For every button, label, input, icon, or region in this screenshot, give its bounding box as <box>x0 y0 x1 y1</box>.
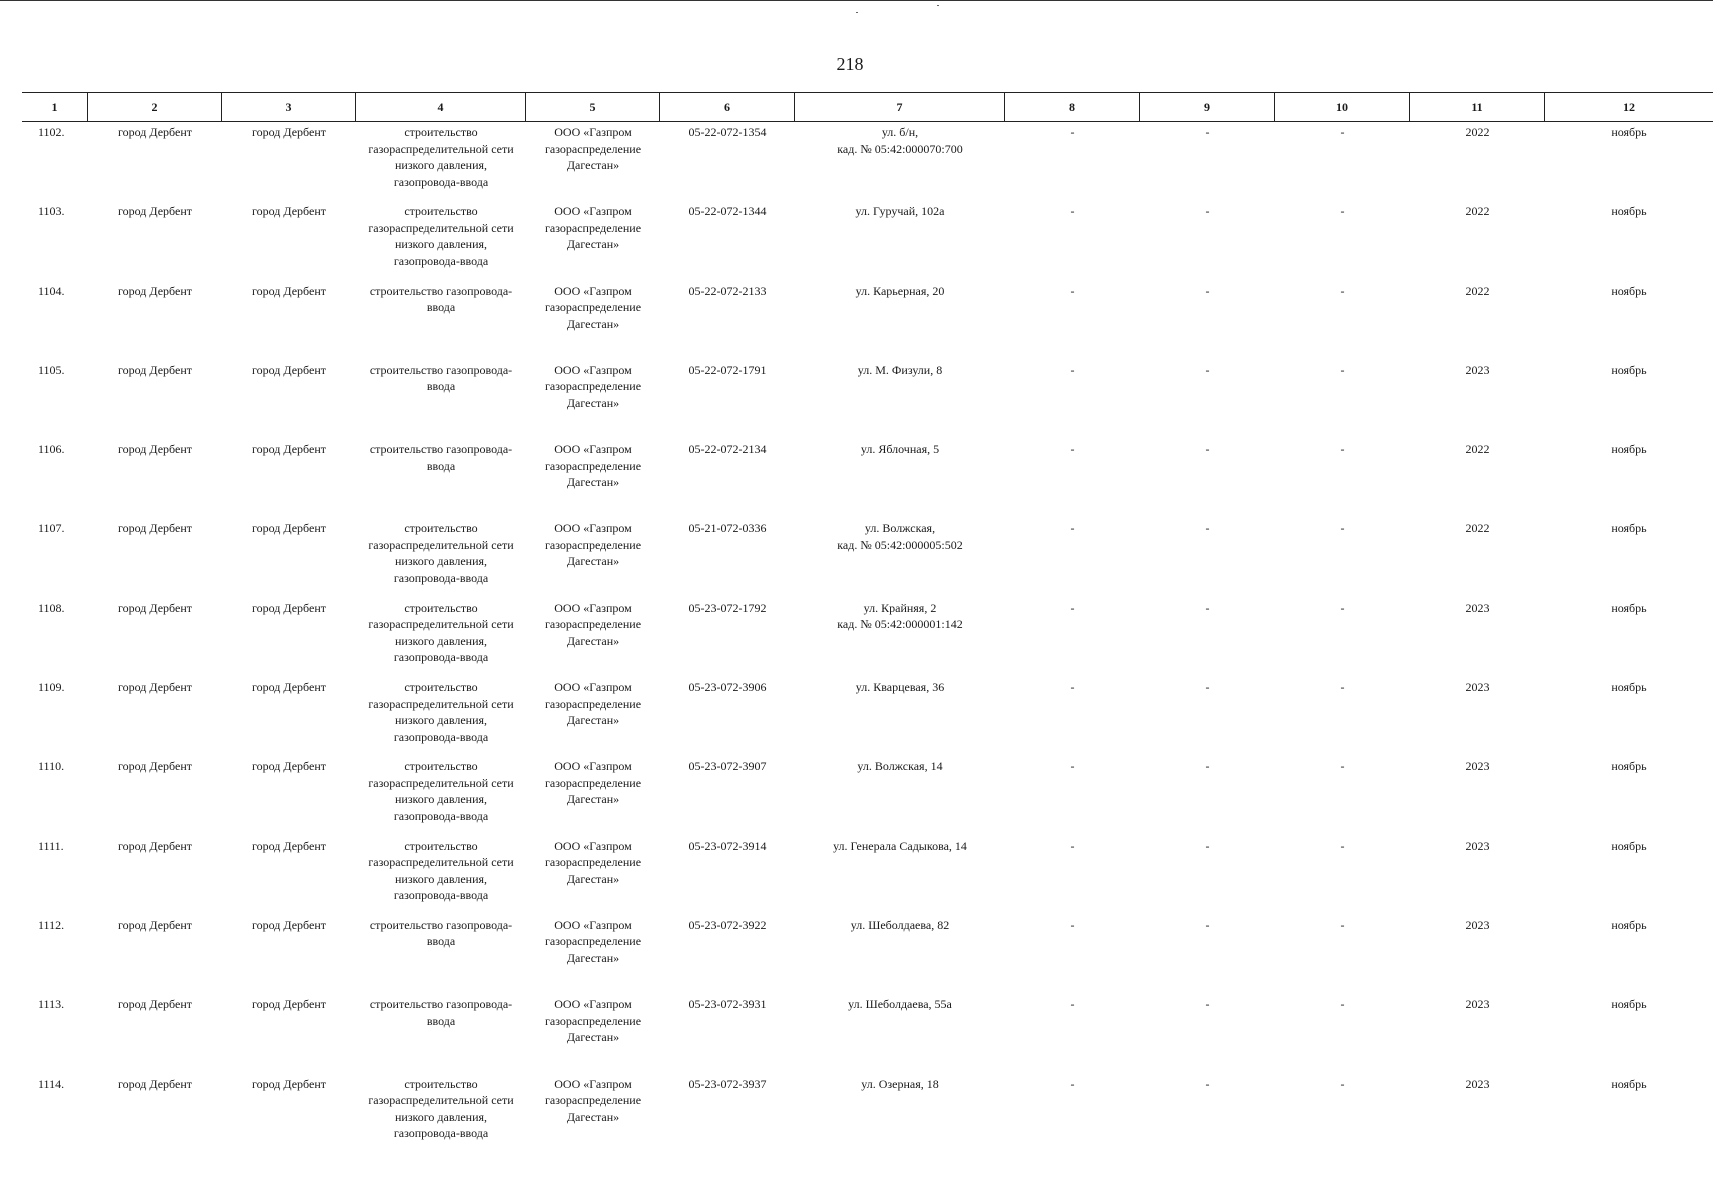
cell-line: строительство <box>404 125 478 139</box>
cell-line: ООО «Газпром <box>554 917 632 932</box>
cell-line: строительство <box>404 521 478 536</box>
cell-col-10: - <box>1340 521 1345 536</box>
cell-line: газораспределение <box>544 458 642 473</box>
cell-col-12: ноябрь <box>1611 204 1647 219</box>
cell-col-5 <box>526 838 660 917</box>
cell-col-1: 1114. <box>38 1076 65 1091</box>
cell-col-9: - <box>1205 204 1210 219</box>
cell-col-7 <box>795 996 1005 1075</box>
cell-col-11: 2023 <box>1465 1076 1490 1091</box>
cell-line: газопровода-ввода <box>393 174 489 189</box>
cell-line: ул. Карьерная, 20 <box>855 283 945 298</box>
cell-col-5 <box>526 679 660 758</box>
cell-line: ввода <box>426 458 456 473</box>
cell-col-10: - <box>1340 442 1345 457</box>
cell-col-11: 2022 <box>1465 125 1490 139</box>
cell-line: ввода <box>426 300 456 315</box>
cell-col-7 <box>795 283 1005 362</box>
cell-col-10: - <box>1340 204 1345 219</box>
cell-col-2: город Дербент <box>118 125 192 139</box>
cell-line: строительство <box>404 600 478 615</box>
cell-col-9: - <box>1205 125 1210 139</box>
cell-col-12: ноябрь <box>1611 917 1647 932</box>
cell-col-4 <box>356 679 526 758</box>
cell-line: ООО «Газпром <box>554 204 632 219</box>
cell-col-1: 1107. <box>38 521 65 536</box>
cell-line: ООО «Газпром <box>554 125 632 139</box>
cell-line: строительство газопровода- <box>369 283 513 298</box>
cell-col-9: - <box>1205 997 1210 1012</box>
cell-col-11: 2023 <box>1465 759 1490 774</box>
cell-line: газораспределительной сети <box>368 696 514 711</box>
cell-col-12: ноябрь <box>1611 600 1647 615</box>
cell-line: Дагестан» <box>566 871 620 886</box>
cell-col-7 <box>795 917 1005 996</box>
cell-col-11: 2022 <box>1465 283 1490 298</box>
cell-col-8: - <box>1070 125 1075 139</box>
cell-col-8: - <box>1070 1076 1075 1091</box>
cell-col-4 <box>356 124 526 203</box>
cell-col-5 <box>526 520 660 599</box>
cell-line: строительство газопровода- <box>369 997 513 1012</box>
cell-line: ул. Шеболдаева, 82 <box>850 917 950 932</box>
scan-artifact <box>856 12 858 13</box>
cell-col-8: - <box>1070 917 1075 932</box>
cell-line: газораспределение <box>544 696 642 711</box>
cell-col-10: - <box>1340 1076 1345 1091</box>
cell-line: ООО «Газпром <box>554 759 632 774</box>
cell-line: ул. Гуручай, 102а <box>855 204 945 219</box>
cell-col-2: город Дербент <box>118 204 192 219</box>
cell-col-11: 2022 <box>1465 204 1490 219</box>
column-header-8: 8 <box>1005 93 1140 121</box>
cell-col-5 <box>526 917 660 996</box>
cell-col-1: 1105. <box>38 362 65 377</box>
cell-line: ул. Крайняя, 2 <box>863 600 937 615</box>
cell-col-8: - <box>1070 600 1075 615</box>
cell-col-11: 2022 <box>1465 521 1490 536</box>
cell-line: ввода <box>426 934 456 949</box>
cell-col-4 <box>356 996 526 1075</box>
cell-line: Дагестан» <box>566 475 620 490</box>
cell-line: Дагестан» <box>566 554 620 569</box>
column-header-2: 2 <box>88 93 222 121</box>
cell-col-8: - <box>1070 838 1075 853</box>
cell-col-3: город Дербент <box>252 125 326 139</box>
cell-col-11: 2023 <box>1465 680 1490 695</box>
cell-col-8: - <box>1070 204 1075 219</box>
cell-col-6: 05-23-072-3937 <box>688 1076 767 1091</box>
cell-line: ООО «Газпром <box>554 997 632 1012</box>
table-row <box>22 362 1713 441</box>
cell-line: строительство газопровода- <box>369 917 513 932</box>
cell-line: газопровода-ввода <box>393 888 489 903</box>
column-header-10: 10 <box>1275 93 1410 121</box>
cell-line: строительство газопровода- <box>369 442 513 457</box>
cell-line: строительство <box>404 838 478 853</box>
table-row <box>22 283 1713 362</box>
cell-col-5 <box>526 758 660 837</box>
cell-col-6: 05-22-072-1344 <box>688 204 767 219</box>
cell-line: ООО «Газпром <box>554 442 632 457</box>
cell-col-3: город Дербент <box>252 1076 326 1091</box>
cell-col-1: 1103. <box>38 204 65 219</box>
table-row <box>22 1076 1713 1155</box>
cell-line: Дагестан» <box>566 1109 620 1124</box>
cell-line: Дагестан» <box>566 237 620 252</box>
cell-col-2: город Дербент <box>118 521 192 536</box>
cell-line: ООО «Газпром <box>554 362 632 377</box>
table-header <box>22 92 1713 122</box>
cell-line: ул. б/н, <box>881 125 919 139</box>
cell-line: газораспределение <box>544 537 642 552</box>
cell-line: низкого давления, <box>394 158 488 172</box>
cell-col-12: ноябрь <box>1611 997 1647 1012</box>
cell-col-11: 2023 <box>1465 917 1490 932</box>
cell-col-12: ноябрь <box>1611 759 1647 774</box>
cell-col-10: - <box>1340 362 1345 377</box>
column-header-12: 12 <box>1623 99 1635 114</box>
cell-col-3: город Дербент <box>252 442 326 457</box>
cell-line: газораспределительной сети <box>368 775 514 790</box>
cell-line: строительство газопровода- <box>369 362 513 377</box>
table-row <box>22 996 1713 1075</box>
cell-col-4 <box>356 362 526 441</box>
cell-col-3: город Дербент <box>252 917 326 932</box>
cell-line: газораспределение <box>544 220 642 235</box>
column-header-5: 5 <box>526 93 660 121</box>
cell-line: Дагестан» <box>566 395 620 410</box>
cell-line: газопровода-ввода <box>393 808 489 823</box>
column-header-1: 1 <box>22 93 88 121</box>
cell-col-3: город Дербент <box>252 283 326 298</box>
cell-col-10: - <box>1340 283 1345 298</box>
cell-line: ввода <box>426 379 456 394</box>
cell-col-3: город Дербент <box>252 838 326 853</box>
cell-col-9: - <box>1205 838 1210 853</box>
cell-line: низкого давления, <box>394 554 488 569</box>
cell-line: газораспределительной сети <box>368 617 514 632</box>
cell-col-2: город Дербент <box>118 838 192 853</box>
cell-col-7 <box>795 838 1005 917</box>
cell-col-12: ноябрь <box>1611 283 1647 298</box>
cell-line: строительство <box>404 680 478 695</box>
scan-artifact <box>937 5 939 6</box>
cell-line: газораспределение <box>544 775 642 790</box>
cell-col-3: город Дербент <box>252 521 326 536</box>
cell-line: кад. № 05:42:000001:142 <box>837 617 963 632</box>
cell-line: ООО «Газпром <box>554 521 632 536</box>
cell-col-8: - <box>1070 362 1075 377</box>
cell-col-11: 2023 <box>1465 600 1490 615</box>
cell-line: ул. Волжская, 14 <box>857 759 943 774</box>
cell-col-9: - <box>1205 362 1210 377</box>
cell-col-12: ноябрь <box>1611 125 1647 139</box>
cell-col-6: 05-23-072-3907 <box>688 759 767 774</box>
cell-line: ввода <box>426 1013 456 1028</box>
cell-col-6: 05-23-072-3906 <box>688 680 767 695</box>
cell-col-12: ноябрь <box>1611 442 1647 457</box>
cell-col-4 <box>356 203 526 282</box>
page-number: 218 <box>836 54 864 74</box>
cell-line: газораспределение <box>544 379 642 394</box>
cell-line: газопровода-ввода <box>393 650 489 665</box>
cell-col-10: - <box>1340 680 1345 695</box>
table-row <box>22 758 1713 837</box>
cell-col-12: ноябрь <box>1611 1076 1647 1091</box>
cell-col-5 <box>526 124 660 203</box>
cell-col-5 <box>526 600 660 679</box>
cell-col-2: город Дербент <box>118 759 192 774</box>
cell-col-5 <box>526 441 660 520</box>
cell-col-4 <box>356 838 526 917</box>
cell-col-2: город Дербент <box>118 997 192 1012</box>
column-header-3: 3 <box>222 93 356 121</box>
cell-col-7 <box>795 520 1005 599</box>
cell-line: низкого давления, <box>394 792 488 807</box>
cell-col-8: - <box>1070 442 1075 457</box>
cell-col-12: ноябрь <box>1611 521 1647 536</box>
cell-line: Дагестан» <box>566 950 620 965</box>
cell-col-3: город Дербент <box>252 362 326 377</box>
cell-line: газораспределительной сети <box>368 1093 514 1108</box>
cell-col-2: город Дербент <box>118 362 192 377</box>
cell-col-5 <box>526 996 660 1075</box>
cell-line: газораспределительной сети <box>368 220 514 235</box>
cell-col-1: 1102. <box>38 125 65 139</box>
cell-col-6: 05-22-072-1354 <box>688 125 767 139</box>
cell-col-4 <box>356 600 526 679</box>
table-row <box>22 917 1713 996</box>
cell-line: Дагестан» <box>566 1030 620 1045</box>
cell-col-7 <box>795 441 1005 520</box>
column-header-6: 6 <box>660 93 795 121</box>
cell-col-11: 2023 <box>1465 362 1490 377</box>
cell-col-1: 1104. <box>38 283 65 298</box>
cell-col-3: город Дербент <box>252 600 326 615</box>
cell-col-1: 1108. <box>38 600 65 615</box>
cell-col-1: 1113. <box>38 997 65 1012</box>
cell-col-8: - <box>1070 997 1075 1012</box>
cell-col-4 <box>356 441 526 520</box>
cell-line: строительство <box>404 1076 478 1091</box>
cell-line: газораспределение <box>544 934 642 949</box>
cell-col-7 <box>795 124 1005 203</box>
cell-line: ООО «Газпром <box>554 838 632 853</box>
cell-line: Дагестан» <box>566 158 620 172</box>
cell-col-6: 05-23-072-3931 <box>688 997 767 1012</box>
cell-col-1: 1111. <box>38 838 64 853</box>
cell-col-1: 1109. <box>38 680 65 695</box>
cell-line: Дагестан» <box>566 633 620 648</box>
cell-line: ул. Яблочная, 5 <box>860 442 940 457</box>
cell-col-6: 05-23-072-1792 <box>688 600 767 615</box>
cell-line: Дагестан» <box>566 792 620 807</box>
cell-col-6: 05-23-072-3914 <box>688 838 767 853</box>
cell-col-6: 05-22-072-2134 <box>688 442 767 457</box>
cell-line: газораспределение <box>544 1013 642 1028</box>
cell-col-7 <box>795 362 1005 441</box>
cell-col-12: ноябрь <box>1611 680 1647 695</box>
cell-col-9: - <box>1205 442 1210 457</box>
table-row <box>22 441 1713 520</box>
cell-line: газораспределение <box>544 300 642 315</box>
cell-col-9: - <box>1205 917 1210 932</box>
cell-col-3: город Дербент <box>252 759 326 774</box>
cell-col-2: город Дербент <box>118 442 192 457</box>
cell-col-1: 1112. <box>38 917 65 932</box>
cell-col-8: - <box>1070 759 1075 774</box>
table-row <box>22 124 1713 203</box>
cell-line: низкого давления, <box>394 871 488 886</box>
cell-col-10: - <box>1340 125 1345 139</box>
cell-line: газораспределительной сети <box>368 855 514 870</box>
cell-col-10: - <box>1340 600 1345 615</box>
cell-col-3: город Дербент <box>252 204 326 219</box>
cell-line: низкого давления, <box>394 237 488 252</box>
cell-line: Дагестан» <box>566 713 620 728</box>
cell-col-11: 2023 <box>1465 997 1490 1012</box>
cell-line: низкого давления, <box>394 633 488 648</box>
cell-line: строительство <box>404 759 478 774</box>
cell-col-6: 05-22-072-2133 <box>688 283 767 298</box>
cell-line: Дагестан» <box>566 316 620 331</box>
cell-col-3: город Дербент <box>252 680 326 695</box>
table-row <box>22 838 1713 917</box>
cell-col-9: - <box>1205 521 1210 536</box>
cell-col-2: город Дербент <box>118 600 192 615</box>
cell-line: газопровода-ввода <box>393 729 489 744</box>
cell-col-9: - <box>1205 759 1210 774</box>
column-header-9: 9 <box>1140 93 1275 121</box>
cell-line: ул. Волжская, <box>864 521 936 536</box>
cell-col-10: - <box>1340 917 1345 932</box>
table-body <box>22 124 1713 1155</box>
cell-line: кад. № 05:42:000070:700 <box>837 141 963 156</box>
cell-col-9: - <box>1205 283 1210 298</box>
cell-col-7 <box>795 758 1005 837</box>
cell-line: ул. М. Физули, 8 <box>857 362 943 377</box>
cell-line: газораспределение <box>544 141 642 156</box>
cell-col-10: - <box>1340 759 1345 774</box>
cell-line: газопровода-ввода <box>393 570 489 585</box>
cell-col-1: 1110. <box>38 759 65 774</box>
cell-line: низкого давления, <box>394 1109 488 1124</box>
cell-col-8: - <box>1070 283 1075 298</box>
cell-col-12: ноябрь <box>1611 838 1647 853</box>
cell-line: кад. № 05:42:000005:502 <box>837 537 963 552</box>
cell-col-9: - <box>1205 680 1210 695</box>
cell-line: газораспределение <box>544 617 642 632</box>
cell-line: ООО «Газпром <box>554 1076 632 1091</box>
cell-line: строительство <box>404 204 478 219</box>
cell-col-5 <box>526 362 660 441</box>
cell-line: ул. Генерала Садыкова, 14 <box>833 838 967 853</box>
cell-line: газораспределительной сети <box>368 537 514 552</box>
cell-col-7 <box>795 600 1005 679</box>
table-row <box>22 679 1713 758</box>
table-row <box>22 600 1713 679</box>
cell-col-9: - <box>1205 1076 1210 1091</box>
cell-col-12: ноябрь <box>1611 362 1647 377</box>
cell-line: газопровода-ввода <box>393 1126 489 1141</box>
cell-col-4 <box>356 917 526 996</box>
cell-line: ООО «Газпром <box>554 600 632 615</box>
cell-col-3: город Дербент <box>252 997 326 1012</box>
cell-col-4 <box>356 758 526 837</box>
table-row <box>22 203 1713 282</box>
cell-col-4 <box>356 1076 526 1155</box>
cell-col-2: город Дербент <box>118 917 192 932</box>
cell-col-4 <box>356 283 526 362</box>
cell-col-5 <box>526 1076 660 1155</box>
cell-line: ул. Шеболдаева, 55а <box>848 997 952 1012</box>
cell-col-8: - <box>1070 521 1075 536</box>
cell-col-8: - <box>1070 680 1075 695</box>
cell-col-7 <box>795 1076 1005 1155</box>
cell-col-11: 2023 <box>1465 838 1490 853</box>
cell-col-10: - <box>1340 838 1345 853</box>
cell-col-4 <box>356 520 526 599</box>
cell-col-5 <box>526 203 660 282</box>
cell-col-7 <box>795 679 1005 758</box>
cell-line: ООО «Газпром <box>554 680 632 695</box>
cell-line: ООО «Газпром <box>554 283 632 298</box>
cell-col-6: 05-23-072-3922 <box>688 917 767 932</box>
cell-line: ул. Озерная, 18 <box>861 1076 939 1091</box>
cell-col-11: 2022 <box>1465 442 1490 457</box>
table-row <box>22 520 1713 599</box>
cell-col-6: 05-21-072-0336 <box>688 521 767 536</box>
cell-col-1: 1106. <box>38 442 65 457</box>
column-header-7: 7 <box>795 93 1005 121</box>
cell-col-7 <box>795 203 1005 282</box>
cell-line: низкого давления, <box>394 713 488 728</box>
cell-col-2: город Дербент <box>118 283 192 298</box>
column-header-11: 11 <box>1410 93 1545 121</box>
cell-col-10: - <box>1340 997 1345 1012</box>
cell-line: газораспределение <box>544 855 642 870</box>
column-header-4: 4 <box>356 93 526 121</box>
cell-line: газораспределительной сети <box>368 141 514 156</box>
cell-col-2: город Дербент <box>118 1076 192 1091</box>
cell-line: газораспределение <box>544 1093 642 1108</box>
cell-col-6: 05-22-072-1791 <box>688 362 767 377</box>
cell-col-2: город Дербент <box>118 680 192 695</box>
cell-line: ул. Кварцевая, 36 <box>855 680 945 695</box>
cell-col-9: - <box>1205 600 1210 615</box>
cell-line: газопровода-ввода <box>393 253 489 268</box>
top-border-line <box>0 0 1713 1</box>
cell-col-5 <box>526 283 660 362</box>
